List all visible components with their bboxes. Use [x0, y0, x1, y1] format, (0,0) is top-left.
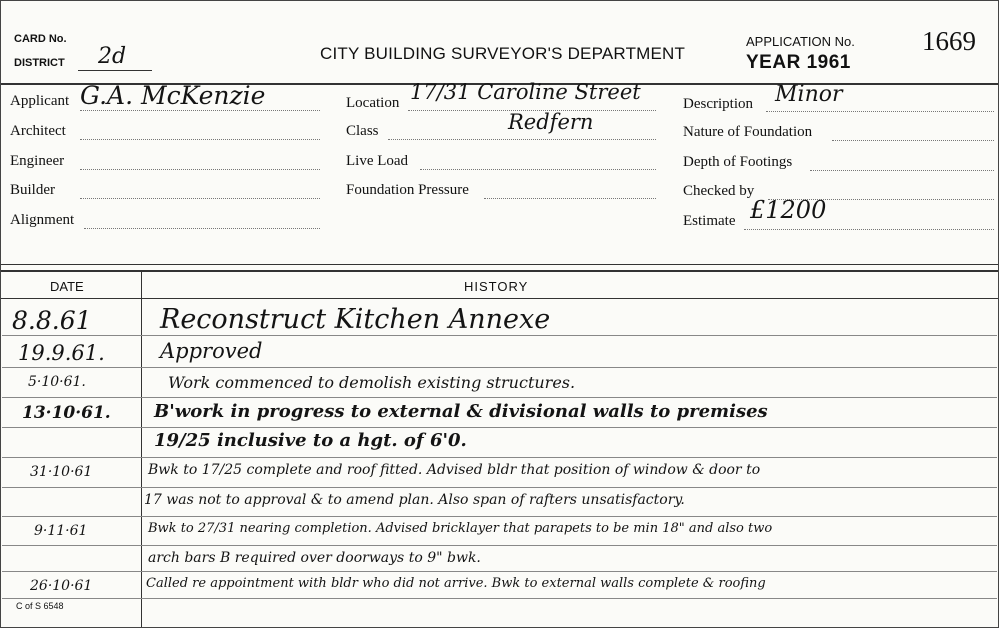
application-no-label: APPLICATION No.: [746, 34, 855, 49]
engineer-label: Engineer: [10, 153, 65, 169]
district-line: [78, 70, 152, 71]
applicant-label: Applicant: [10, 93, 70, 109]
entry-date: 5·10·61.: [28, 374, 86, 390]
year-label: YEAR 1961: [746, 52, 851, 73]
foundation-pressure-label: Foundation Pressure: [346, 182, 469, 198]
entry-text: Called re appointment with bldr who did not arrive. Bwk to external walls complete & roofing: [146, 576, 766, 591]
column-divider: [141, 272, 142, 628]
ruled-line: [2, 367, 997, 368]
ruled-line: [2, 598, 997, 599]
nature-of-foundation-label: Nature of Foundation: [683, 124, 813, 140]
estimate-value: £1200: [750, 196, 827, 224]
engineer-line: [80, 169, 320, 170]
ruled-line: [2, 397, 997, 398]
alignment-label: Alignment: [10, 212, 75, 228]
ruled-line: [2, 545, 997, 546]
live-load-line: [420, 169, 656, 170]
department-title: CITY BUILDING SURVEYOR'S DEPARTMENT: [320, 44, 686, 63]
history-column-header: HISTORY: [464, 279, 529, 294]
live-load-label: Live Load: [346, 153, 409, 169]
district-value: 2d: [98, 44, 127, 69]
table-top-rule-2: [0, 270, 999, 272]
entry-text: 19/25 inclusive to a hgt. of 6'0.: [154, 430, 467, 451]
location-value-line1: 17/31 Caroline Street: [410, 80, 641, 104]
ruled-line: [2, 457, 997, 458]
entry-text: Reconstruct Kitchen Annexe: [160, 304, 551, 335]
depth-of-footings-label: Depth of Footings: [683, 154, 793, 170]
entry-date: 19.9.61.: [18, 341, 105, 365]
nature-of-foundation-line: [832, 140, 994, 141]
builder-label: Builder: [10, 182, 55, 198]
description-value: Minor: [775, 82, 843, 107]
entry-date: 26·10·61: [30, 578, 93, 594]
date-column-header: DATE: [50, 279, 84, 294]
ruled-line: [2, 516, 997, 517]
architect-label: Architect: [10, 123, 66, 139]
entry-date: 8.8.61: [12, 306, 92, 335]
table-header-rule: [0, 298, 999, 299]
estimate-line: [744, 229, 994, 230]
entry-text: 17 was not to approval & to amend plan. Also span of rafters unsatisfactory.: [144, 492, 685, 508]
card-no-label: CARD No.: [14, 33, 67, 45]
entry-text: B'work in progress to external & divisional walls to premises: [154, 401, 768, 422]
district-label: DISTRICT: [14, 57, 65, 69]
entry-text: Approved: [160, 339, 263, 363]
entry-text: Work commenced to demolish existing structures.: [168, 373, 576, 392]
architect-line: [80, 139, 320, 140]
depth-of-footings-line: [810, 170, 994, 171]
builder-line: [80, 198, 320, 199]
alignment-line: [84, 228, 320, 229]
ruled-line: [2, 427, 997, 428]
applicant-value: G.A. McKenzie: [80, 81, 266, 110]
entry-date: 31·10·61: [30, 464, 93, 480]
location-label: Location: [346, 95, 400, 111]
estimate-label: Estimate: [683, 213, 736, 229]
description-line: [766, 111, 994, 112]
class-label: Class: [346, 123, 379, 139]
application-number: 1669: [922, 26, 976, 56]
checked-by-label: Checked by: [683, 183, 755, 199]
entry-date: 9·11·61: [34, 523, 88, 539]
class-line: [388, 139, 656, 140]
ruled-line: [2, 335, 997, 336]
table-top-rule-1: [0, 264, 999, 265]
entry-date: 13·10·61.: [22, 403, 111, 423]
foundation-pressure-line: [484, 198, 656, 199]
entry-text: Bwk to 27/31 nearing completion. Advised bricklayer that parapets to be min 18" and also two: [148, 521, 773, 536]
ruled-line: [2, 571, 997, 572]
ruled-line: [2, 487, 997, 488]
entry-text: arch bars B required over doorways to 9" bwk.: [148, 550, 481, 566]
applicant-line: [80, 110, 320, 111]
form-code: C of S 6548: [16, 601, 64, 611]
location-value-line2: Redfern: [508, 110, 594, 134]
entry-text: Bwk to 17/25 complete and roof fitted. Advised bldr that position of window & door to: [148, 462, 761, 478]
description-label: Description: [683, 96, 753, 112]
